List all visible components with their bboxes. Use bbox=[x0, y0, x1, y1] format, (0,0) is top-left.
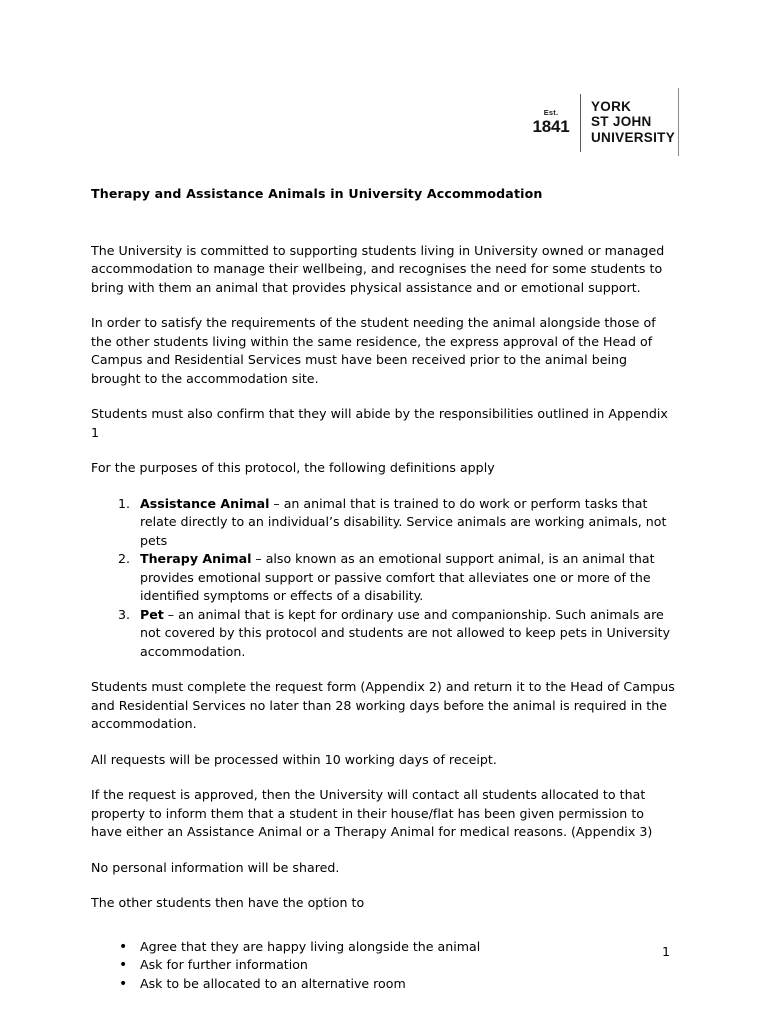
paragraph-processing-time: All requests will be processed within 10 working days of receipt. bbox=[91, 751, 497, 767]
paragraph-notification: If the request is approved, then the University will contact all students allocated to that property to inform them that a student in their house/flat has been given permission to have either an Assistance Animal or a Therapy Animal for medical reasons. (Appendix 3) bbox=[91, 787, 653, 840]
paragraph-request-form: Students must complete the request form (Appendix 2) and return it to the Head of Campus and Residential Services no later than 28 working days before the animal is required in the accommodation. bbox=[91, 679, 675, 732]
list-spacer bbox=[91, 930, 677, 938]
definition-term: Pet bbox=[140, 606, 164, 622]
list-item bbox=[140, 550, 677, 606]
logo-wordmark-line-3: UNIVERSITY bbox=[591, 129, 676, 145]
definition-description: – an animal that is trained to do work or perform tasks that relate directly to an individual’s disability. Service animals are working animals, not pets bbox=[140, 495, 667, 548]
logo-right-rule bbox=[678, 88, 679, 156]
paragraph-definitions-lead: For the purposes of this protocol, the following definitions apply bbox=[91, 460, 495, 476]
list-item: • Ask for further information bbox=[140, 956, 677, 975]
university-logo bbox=[528, 88, 680, 156]
document-body bbox=[91, 186, 677, 993]
definition-term: Therapy Animal bbox=[140, 551, 252, 567]
definition-description: – also known as an emotional support animal, is an animal that provides emotional support or passive comfort that alleviates one or more of the identified symptoms or effects of a disability. bbox=[140, 551, 655, 604]
definition-term: Assistance Animal bbox=[140, 495, 270, 511]
list-item: • Agree that they are happy living alongside the animal bbox=[140, 938, 677, 957]
list-item: • Ask to be allocated to an alternative room bbox=[140, 975, 677, 994]
logo-wordmark-line-1: YORK bbox=[591, 99, 632, 115]
logo-established-block bbox=[528, 109, 580, 135]
page-number: 1 bbox=[662, 944, 671, 959]
logo-est-year: 1841 bbox=[532, 116, 570, 136]
logo-wordmark-line-2: ST JOHN bbox=[591, 114, 652, 130]
paragraph-responsibilities: Students must also confirm that they will abide by the responsibilities outlined in Appendix 1 bbox=[91, 406, 668, 440]
paragraph-intro: The University is committed to supporting students living in University owned or managed accommodation to manage their wellbeing, and recognises the need for some students to bring with them an animal that provides physical assistance and or emotional support. bbox=[91, 242, 665, 295]
definitions-list bbox=[91, 495, 677, 662]
list-item bbox=[140, 495, 677, 551]
paragraph-approval: In order to satisfy the requirements of the student needing the animal alongside those of the other students living within the same residence, the express approval of the Head of Campus and Residential Services must have been received prior to the animal being brought to the accommodation site. bbox=[91, 315, 656, 386]
definition-description: – an animal that is kept for ordinary use and companionship. Such animals are not covered by this protocol and students are not allowed to keep pets in University accommodation. bbox=[140, 606, 671, 659]
options-list bbox=[91, 938, 677, 994]
paragraph-privacy: No personal information will be shared. bbox=[91, 859, 340, 875]
logo-est-label: Est. bbox=[543, 108, 559, 118]
logo-wordmark bbox=[581, 99, 675, 144]
page-title: Therapy and Assistance Animals in University Accommodation bbox=[91, 186, 543, 201]
paragraph-options-lead: The other students then have the option to bbox=[91, 895, 365, 911]
list-item bbox=[140, 606, 677, 662]
